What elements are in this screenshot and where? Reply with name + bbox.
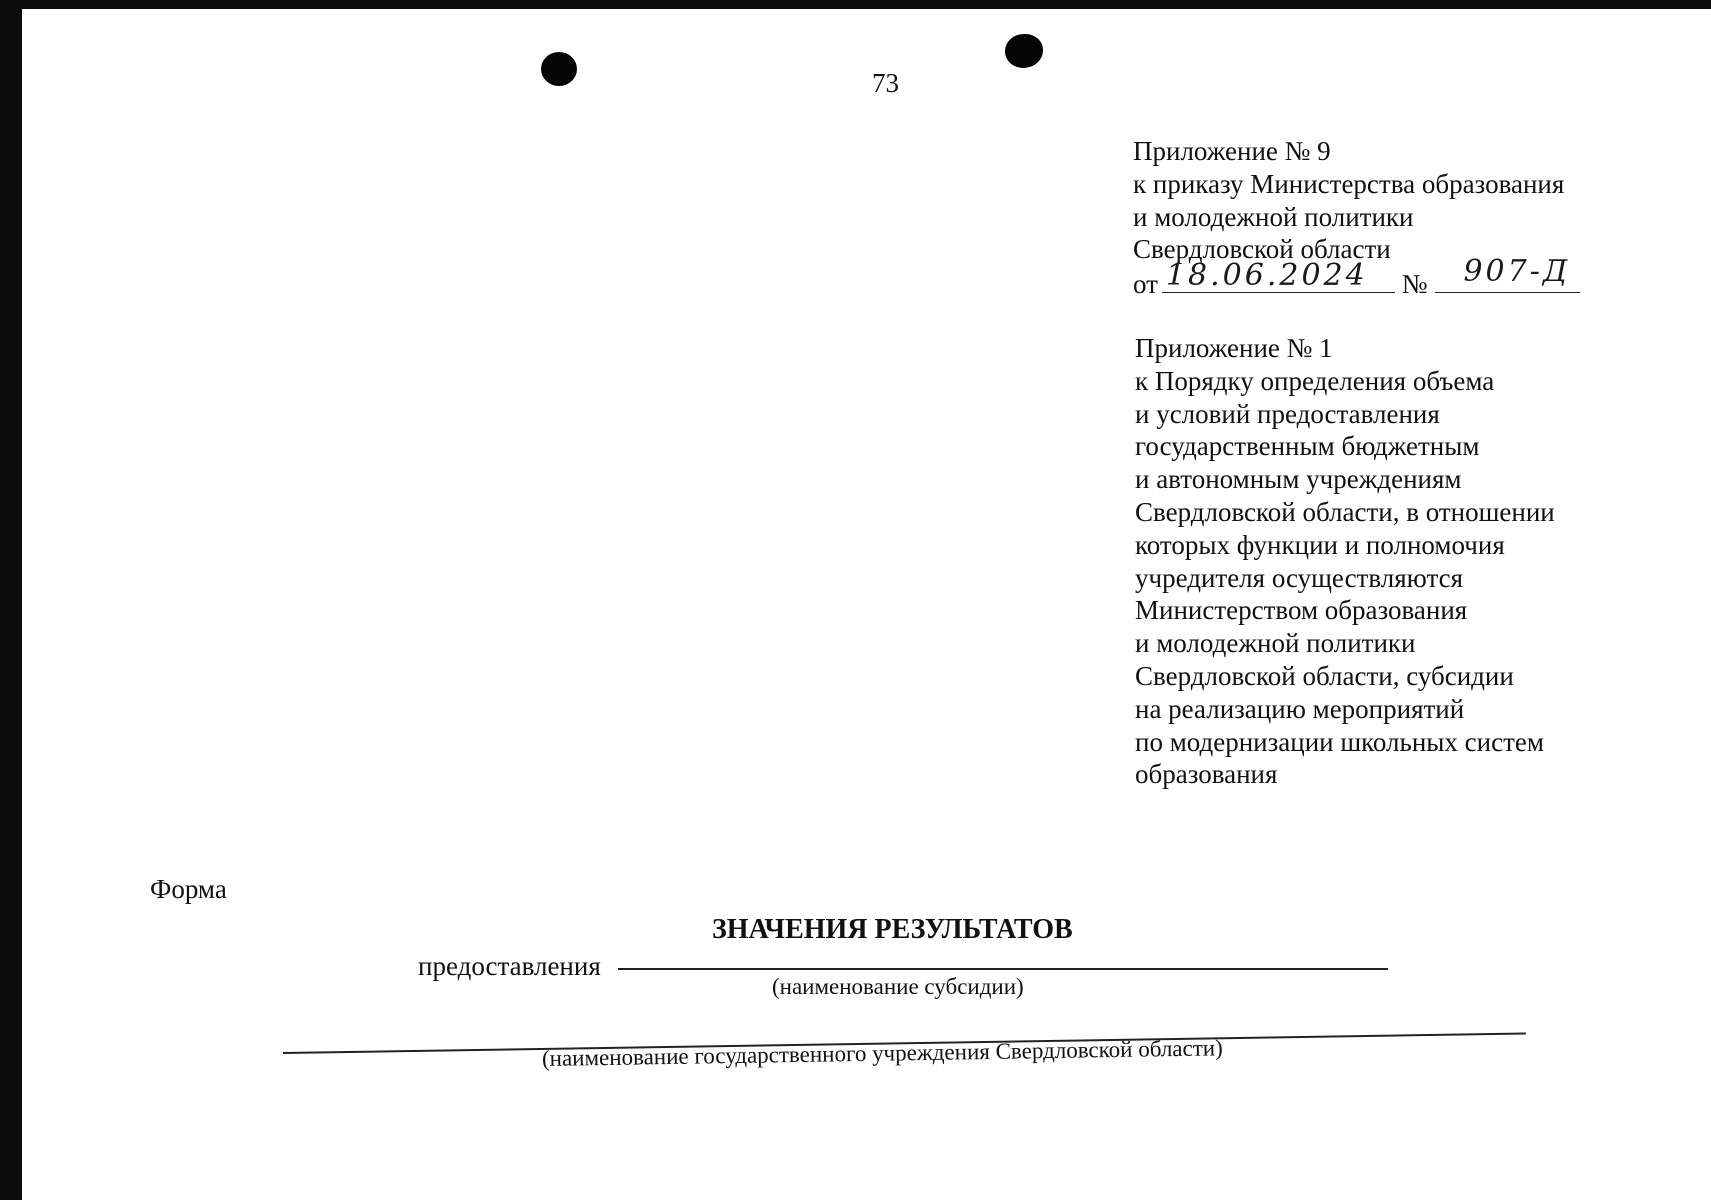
institution-caption: (наименование государственного учреждения Свердловской области) (541, 1035, 1223, 1071)
appendix-9-block (1133, 135, 1580, 301)
appendix-9-line: и молодежной политики (1133, 201, 1414, 232)
appendix-1-line: к Порядку определения объема (1135, 365, 1495, 396)
appendix-9-line: Свердловской области (1133, 234, 1391, 265)
scan-border-left (0, 0, 22, 1200)
appendix-1-line: и автономным учреждениям (1135, 464, 1462, 495)
number-blank (1435, 254, 1580, 293)
appendix-1-line: государственным бюджетным (1135, 431, 1480, 462)
appendix-1-line: и условий предоставления (1135, 398, 1440, 429)
provision-label: предоставления (418, 951, 601, 981)
date-prefix: от (1133, 269, 1158, 300)
appendix-1-line: Приложение № 1 (1135, 333, 1333, 363)
subsidy-name-field[interactable] (618, 968, 1388, 970)
number-sign: № (1401, 269, 1428, 300)
scan-border-top (0, 0, 1711, 9)
date-blank (1162, 258, 1395, 294)
order-date-number-row (1133, 254, 1580, 301)
subsidy-caption: (наименование субсидии) (772, 974, 1024, 999)
handwritten-date: 18.06.2024 (1165, 258, 1368, 294)
appendix-1-line: которых функции и полномочия (1135, 529, 1505, 560)
document-title: ЗНАЧЕНИЯ РЕЗУЛЬТАТОВ (712, 914, 1073, 945)
appendix-1-line: образования (1135, 759, 1278, 790)
punch-hole-right (1005, 34, 1043, 68)
appendix-9-line: к приказу Министерства образования (1133, 168, 1565, 199)
handwritten-number: 907-Д (1463, 254, 1571, 290)
appendix-1-line: Свердловской области, в отношении (1135, 496, 1555, 527)
appendix-1-line: Министерством образования (1135, 595, 1468, 626)
appendix-9-line: Приложение № 9 (1133, 136, 1331, 166)
appendix-1-line: и молодежной политики (1135, 628, 1416, 659)
appendix-1-line: Свердловской области, субсидии (1135, 660, 1514, 691)
punch-hole-left (541, 52, 577, 86)
page-number: 73 (872, 68, 899, 98)
appendix-1-line: по модернизации школьных систем (1135, 726, 1544, 757)
form-label: Форма (150, 874, 227, 904)
appendix-1-block (1135, 332, 1555, 791)
appendix-1-line: на реализацию мероприятий (1135, 693, 1465, 724)
appendix-1-line: учредителя осуществляются (1135, 562, 1463, 593)
